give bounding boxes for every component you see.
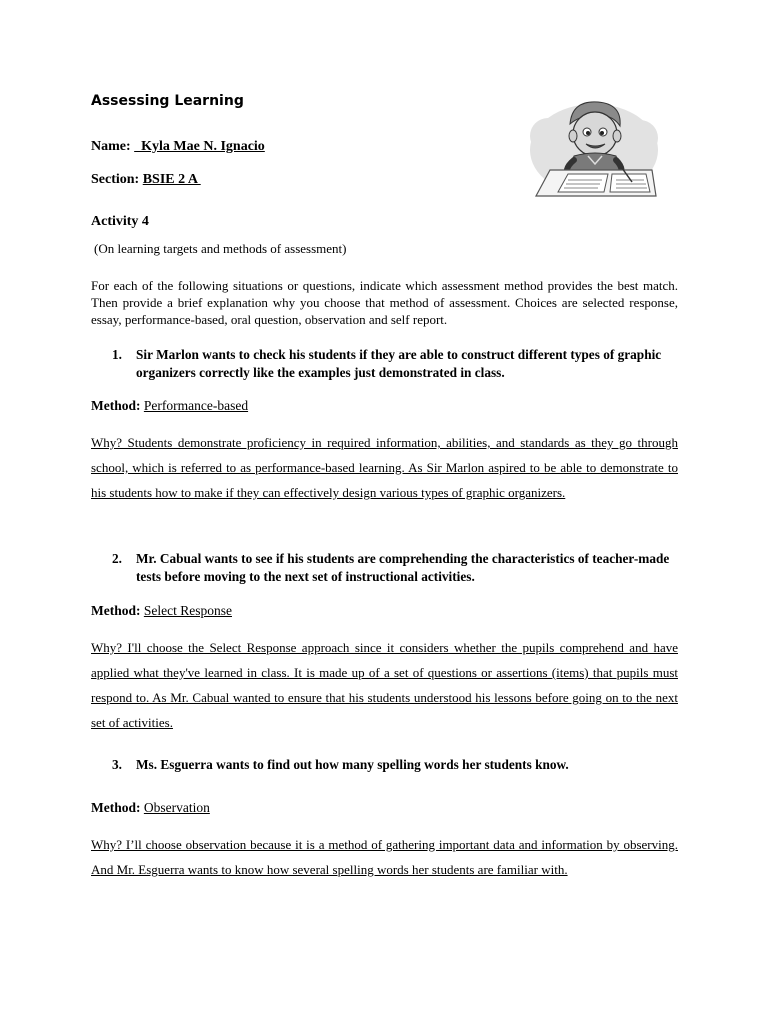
method-value: Select Response xyxy=(143,603,232,618)
method-3 xyxy=(91,800,210,816)
name-label: Name: xyxy=(91,139,131,154)
instructions-paragraph: For each of the following situations or questions, indicate which assessment method provides the best match. Then provide a brief explanation why you choose that method of assessment. Choices are selected response, essay, performance-based, oral question, observation and self report. xyxy=(91,278,678,327)
why-2: Why? I'll choose the Select Response approach since it considers whether the pupils comprehend and have applied what they've learned in class. It is made up of a set of questions or assertions (items) that pupils must respond to. As Mr. Cabual wanted to ensure that his students understood his lessons before going on to the next set of activities. xyxy=(91,640,678,730)
document-title: Assessing Learning xyxy=(91,93,244,109)
name-line xyxy=(91,139,265,155)
question-2 xyxy=(91,550,681,586)
question-number: 3. xyxy=(112,757,122,772)
method-label: Method: xyxy=(91,800,141,815)
method-value: Performance-based xyxy=(143,398,249,413)
method-1 xyxy=(91,398,248,414)
why-3: Why? I’ll choose observation because it is a method of gathering important data and information by observing. And Mr. Esguerra wants to know how several spelling words her students are familiar with. xyxy=(91,837,678,877)
section-value: BSIE 2 A xyxy=(142,172,201,187)
question-text: Sir Marlon wants to check his students if they are able to construct different types of graphic organizers correctly like the examples just demonstrated in class. xyxy=(136,347,662,380)
activity-subtitle: (On learning targets and methods of assessment) xyxy=(94,241,347,256)
question-number: 1. xyxy=(112,347,122,362)
question-3 xyxy=(91,756,681,774)
method-label: Method: xyxy=(91,603,141,618)
method-2 xyxy=(91,603,232,619)
student-writing-illustration xyxy=(528,96,660,204)
question-text: Ms. Esguerra wants to find out how many spelling words her students know. xyxy=(136,757,569,772)
why-1: Why? Students demonstrate proficiency in required information, abilities, and standards as they go through school, which is referred to as performance-based learning. As Sir Marlon aspired to be able to demonstrate to his students how to make if they can effectively design various types of graphic organizers. xyxy=(91,435,678,500)
section-line xyxy=(91,172,201,188)
question-number: 2. xyxy=(112,551,122,566)
method-value: Observation xyxy=(143,800,210,815)
question-text: Mr. Cabual wants to see if his students are comprehending the characteristics of teacher-made tests before moving to the next set of instructional activities. xyxy=(136,551,670,584)
section-label: Section: xyxy=(91,172,140,187)
name-value: Kyla Mae N. Ignacio xyxy=(134,139,265,154)
method-label: Method: xyxy=(91,398,141,413)
activity-heading: Activity 4 xyxy=(91,214,149,229)
question-1 xyxy=(91,346,681,382)
